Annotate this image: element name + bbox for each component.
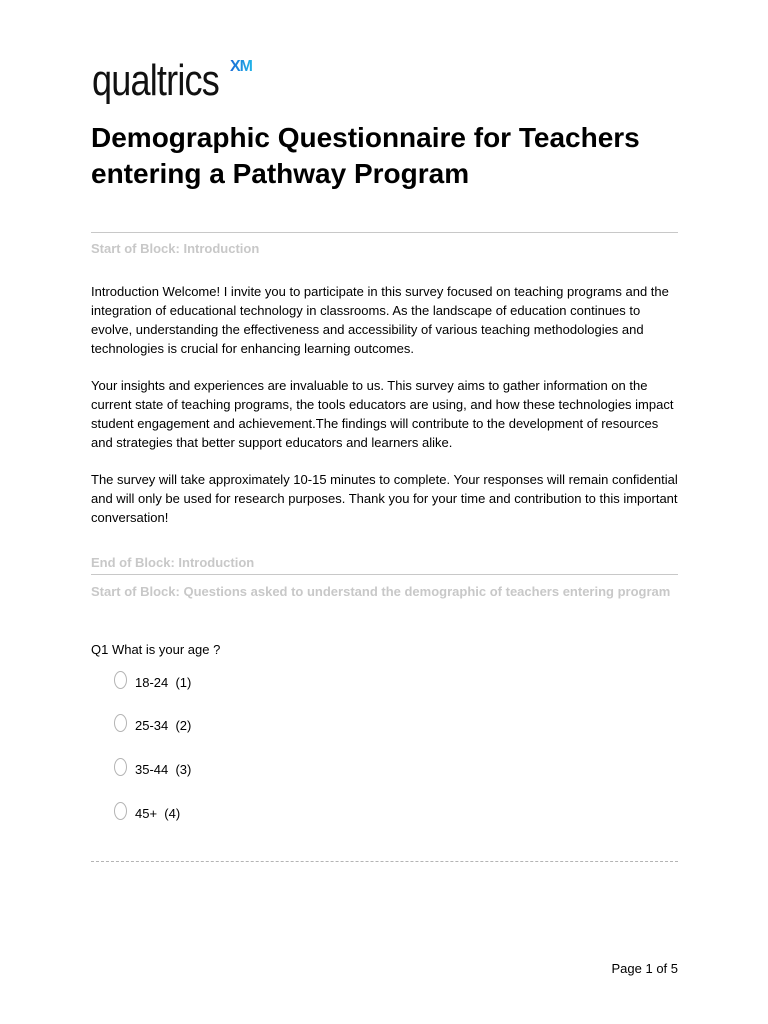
q1-option-label: 45+ (4) xyxy=(135,806,181,821)
radio-button-icon[interactable] xyxy=(114,671,127,689)
q1-question-text: Q1 What is your age ? xyxy=(91,642,221,657)
radio-button-icon[interactable] xyxy=(114,714,127,732)
intro-paragraph-1: Introduction Welcome! I invite you to participate in this survey focused on teaching programs and the integration of educational technology in classrooms. As the landscape of education continues to evolve, understanding the effectiveness and accessibility of various teaching methodologies and technologies is crucial for enhancing learning outcomes. xyxy=(91,284,669,356)
intro-block-start-label: Start of Block: Introduction xyxy=(91,241,260,256)
block-divider xyxy=(91,574,678,575)
top-divider xyxy=(91,232,678,233)
page-number: Page 1 of 5 xyxy=(611,961,678,976)
page-break-divider xyxy=(91,861,678,862)
document-title: Demographic Questionnaire for Teachers entering a Pathway Program xyxy=(91,122,640,189)
radio-button-icon[interactable] xyxy=(114,758,127,776)
demographic-block-start-label: Start of Block: Questions asked to understand the demographic of teachers entering program xyxy=(91,584,671,599)
logo-wordmark: qualtrics xyxy=(92,56,219,105)
q1-option-label: 25-34 (2) xyxy=(135,718,192,733)
qualtrics-logo xyxy=(92,52,252,110)
q1-option-label: 18-24 (1) xyxy=(135,675,192,690)
intro-paragraph-2: Your insights and experiences are invaluable to us. This survey aims to gather information on the current state of teaching programs, the tools educators are using, and how these technologies impact student engagement and achievement.The findings will contribute to the development of resources and strategies that better support educators and learners alike. xyxy=(91,378,674,450)
radio-button-icon[interactable] xyxy=(114,802,127,820)
logo-xm-superscript: XM xyxy=(230,58,252,75)
intro-paragraph-3: The survey will take approximately 10-15 minutes to complete. Your responses will remain confidential and will only be used for research purposes. Thank you for your time and contribution to this important conversation! xyxy=(91,472,678,525)
q1-option-label: 35-44 (3) xyxy=(135,762,192,777)
intro-block-end-label: End of Block: Introduction xyxy=(91,555,255,570)
